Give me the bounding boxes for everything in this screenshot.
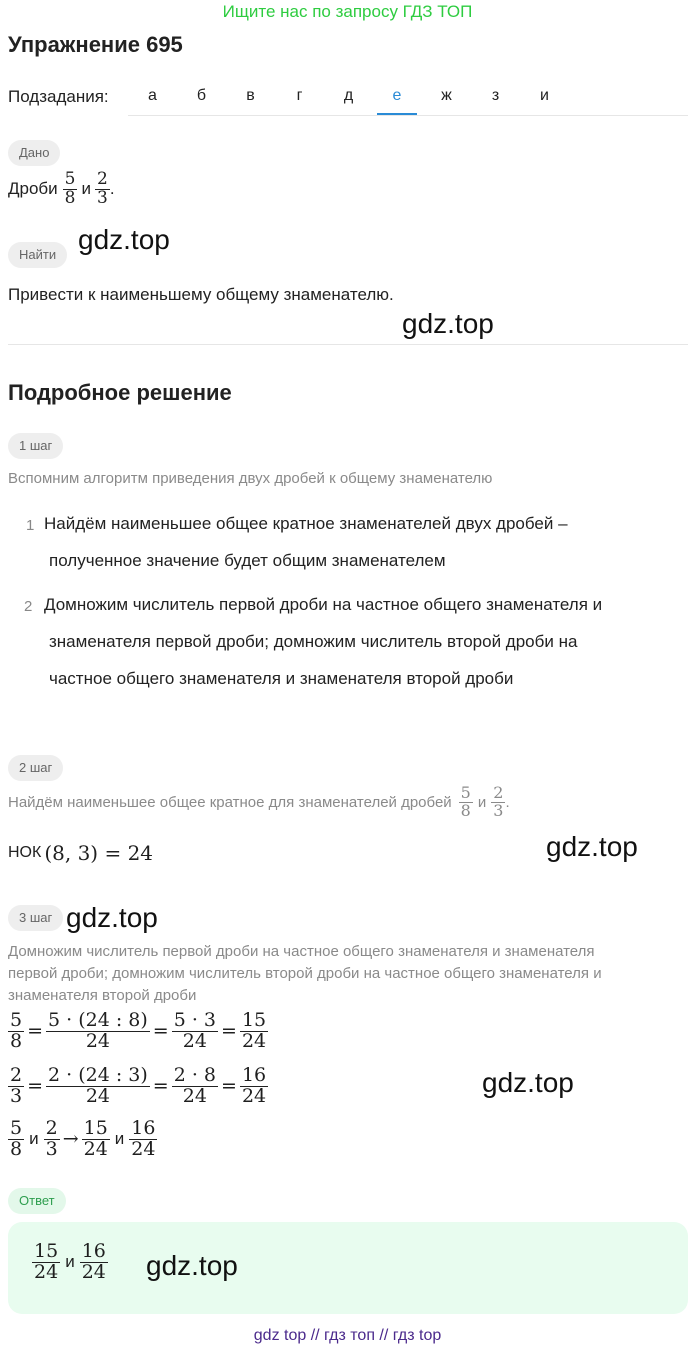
watermark: gdz.top	[482, 1067, 574, 1098]
denominator: 24	[85, 1029, 110, 1052]
divider	[8, 344, 688, 345]
given-conj: и	[81, 179, 91, 199]
equals-sign: =	[152, 1075, 169, 1098]
denominator: 3	[96, 187, 108, 208]
summary-fraction-c	[82, 1119, 110, 1160]
given-fraction-1	[63, 171, 78, 208]
denominator: 24	[241, 1084, 267, 1107]
solution-title: Подробное решение	[8, 380, 232, 405]
eq2-fraction-c	[172, 1066, 218, 1107]
summary-fraction-d	[129, 1119, 157, 1160]
list-item-1-line2: полученное значение будет общим знаменателем	[49, 551, 446, 570]
list-number: 1	[26, 517, 35, 534]
answer-conj: и	[65, 1252, 75, 1272]
summary-fraction-a	[8, 1119, 24, 1160]
watermark: gdz.top	[402, 308, 494, 339]
step3-text-line: знаменателя второй дроби	[8, 987, 197, 1004]
eq2-fraction-result	[240, 1066, 268, 1107]
summary-fraction-b	[44, 1119, 60, 1160]
denominator: 8	[10, 1029, 23, 1052]
denominator: 3	[10, 1084, 23, 1107]
numerator: 5	[10, 1117, 23, 1139]
denominator: 24	[182, 1084, 207, 1107]
denominator: 3	[45, 1137, 58, 1160]
summary-line	[8, 1119, 157, 1160]
denominator: 24	[83, 1137, 108, 1160]
lcm-line	[8, 841, 153, 865]
denominator: 24	[81, 1260, 106, 1283]
numerator: 16	[81, 1240, 106, 1262]
denominator: 8	[460, 800, 471, 820]
numerator: 2	[493, 783, 504, 802]
numerator: 16	[131, 1117, 156, 1139]
numerator: 5	[64, 169, 76, 189]
numerator: 5 · (24 : 8)	[48, 1009, 148, 1031]
denominator: 24	[34, 1260, 59, 1283]
search-banner[interactable]: Ищите нас по запросу ГДЗ ТОП	[222, 2, 473, 21]
eq1-fraction-c	[172, 1011, 218, 1052]
watermark: gdz.top	[146, 1250, 238, 1281]
numerator: 2	[96, 169, 108, 189]
summary-conj: и	[114, 1129, 125, 1149]
given-fraction-2	[95, 171, 110, 208]
answer-fraction-a	[32, 1242, 60, 1283]
list-number: 2	[24, 598, 33, 615]
denominator: 8	[10, 1137, 23, 1160]
answer-box	[8, 1222, 688, 1314]
denominator: 24	[241, 1029, 267, 1052]
tab-b[interactable]: б	[196, 87, 207, 104]
step2-intro-text: Найдём наименьшее общее кратное для знаменателей дробей	[8, 793, 452, 811]
eq1-fraction-a	[8, 1011, 24, 1052]
answer-chip: Ответ	[8, 1188, 66, 1214]
tab-e-active[interactable]: е	[377, 76, 417, 115]
eq2-fraction-a	[8, 1066, 24, 1107]
eq1-fraction-b	[46, 1011, 150, 1052]
tab-g[interactable]: г	[296, 87, 303, 104]
tab-zh[interactable]: ж	[441, 87, 452, 104]
numerator: 5 · 3	[173, 1009, 217, 1031]
equals-sign: =	[152, 1020, 169, 1043]
numerator: 15	[34, 1240, 59, 1262]
list-item-2-line1: Домножим числитель первой дроби на частное общего знаменателя и	[44, 595, 603, 614]
step3-chip: 3 шаг	[8, 905, 63, 931]
equals-sign: =	[221, 1075, 237, 1098]
equals-sign: =	[27, 1075, 44, 1098]
summary-conj: и	[29, 1129, 39, 1149]
step3-text-line: Домножим числитель первой дроби на частное общего знаменателя и знаменателя	[8, 943, 595, 960]
equals-sign: =	[221, 1020, 237, 1043]
given-end: .	[109, 179, 115, 199]
eq1-fraction-result	[240, 1011, 268, 1052]
given-text	[8, 171, 115, 208]
numerator: 2 · 8	[173, 1064, 217, 1086]
answer-fraction-b	[80, 1242, 108, 1283]
equation-2	[8, 1066, 268, 1107]
page-title: Упражнение 695	[8, 32, 183, 57]
step2-fraction-2	[491, 785, 505, 820]
numerator: 16	[241, 1064, 267, 1086]
find-chip: Найти	[8, 242, 67, 268]
step1-intro: Вспомним алгоритм приведения двух дробей к общему знаменателю	[8, 470, 493, 487]
tab-i[interactable]: и	[540, 87, 549, 104]
lcm-expression: (8, 3) = 24	[44, 841, 154, 865]
denominator: 24	[131, 1137, 156, 1160]
numerator: 15	[241, 1009, 267, 1031]
arrow-right-icon: →	[62, 1128, 79, 1151]
given-prefix: Дроби	[8, 179, 58, 199]
tab-d[interactable]: д	[343, 87, 354, 104]
denominator: 24	[85, 1084, 110, 1107]
lcm-label: НОК	[8, 844, 42, 861]
step2-intro	[8, 785, 510, 820]
equation-1	[8, 1011, 268, 1052]
list-item-2-line3: частное общего знаменателя и знаменателя второй дроби	[49, 669, 514, 688]
subtasks-label: Подзадания:	[8, 87, 109, 106]
numerator: 5	[460, 783, 471, 802]
tab-a[interactable]: а	[148, 87, 157, 104]
list-item-1-line1: Найдём наименьшее общее кратное знаменателей двух дробей –	[44, 514, 568, 533]
footer-links[interactable]: gdz top // гдз топ // гдз top	[253, 1327, 442, 1344]
tab-z[interactable]: з	[491, 87, 500, 104]
subtasks-tabs	[128, 76, 688, 116]
tab-v[interactable]: в	[246, 87, 255, 104]
step1-chip: 1 шаг	[8, 433, 63, 459]
watermark: gdz.top	[78, 224, 170, 255]
denominator: 24	[182, 1029, 207, 1052]
numerator: 2	[45, 1117, 58, 1139]
answer-value	[32, 1242, 108, 1283]
watermark: gdz.top	[66, 902, 158, 933]
denominator: 8	[64, 187, 76, 208]
watermark: gdz.top	[546, 831, 638, 862]
given-chip: Дано	[8, 140, 60, 166]
step3-text-line: первой дроби; домножим числитель второй дроби на частное общего знаменателя и	[8, 965, 602, 982]
equals-sign: =	[27, 1020, 44, 1043]
numerator: 2	[10, 1064, 23, 1086]
step2-end: .	[505, 793, 510, 811]
eq2-fraction-b	[46, 1066, 150, 1107]
step3-text	[8, 941, 602, 1007]
numerator: 2 · (24 : 3)	[48, 1064, 148, 1086]
numerator: 5	[10, 1009, 23, 1031]
step2-chip: 2 шаг	[8, 755, 63, 781]
denominator: 3	[493, 800, 504, 820]
step2-fraction-1	[459, 785, 473, 820]
step2-conj: и	[477, 793, 487, 811]
numerator: 15	[83, 1117, 108, 1139]
list-item-2-line2: знаменателя первой дроби; домножим числитель второй дроби на	[49, 632, 578, 651]
find-text: Привести к наименьшему общему знаменателю.	[8, 285, 394, 304]
